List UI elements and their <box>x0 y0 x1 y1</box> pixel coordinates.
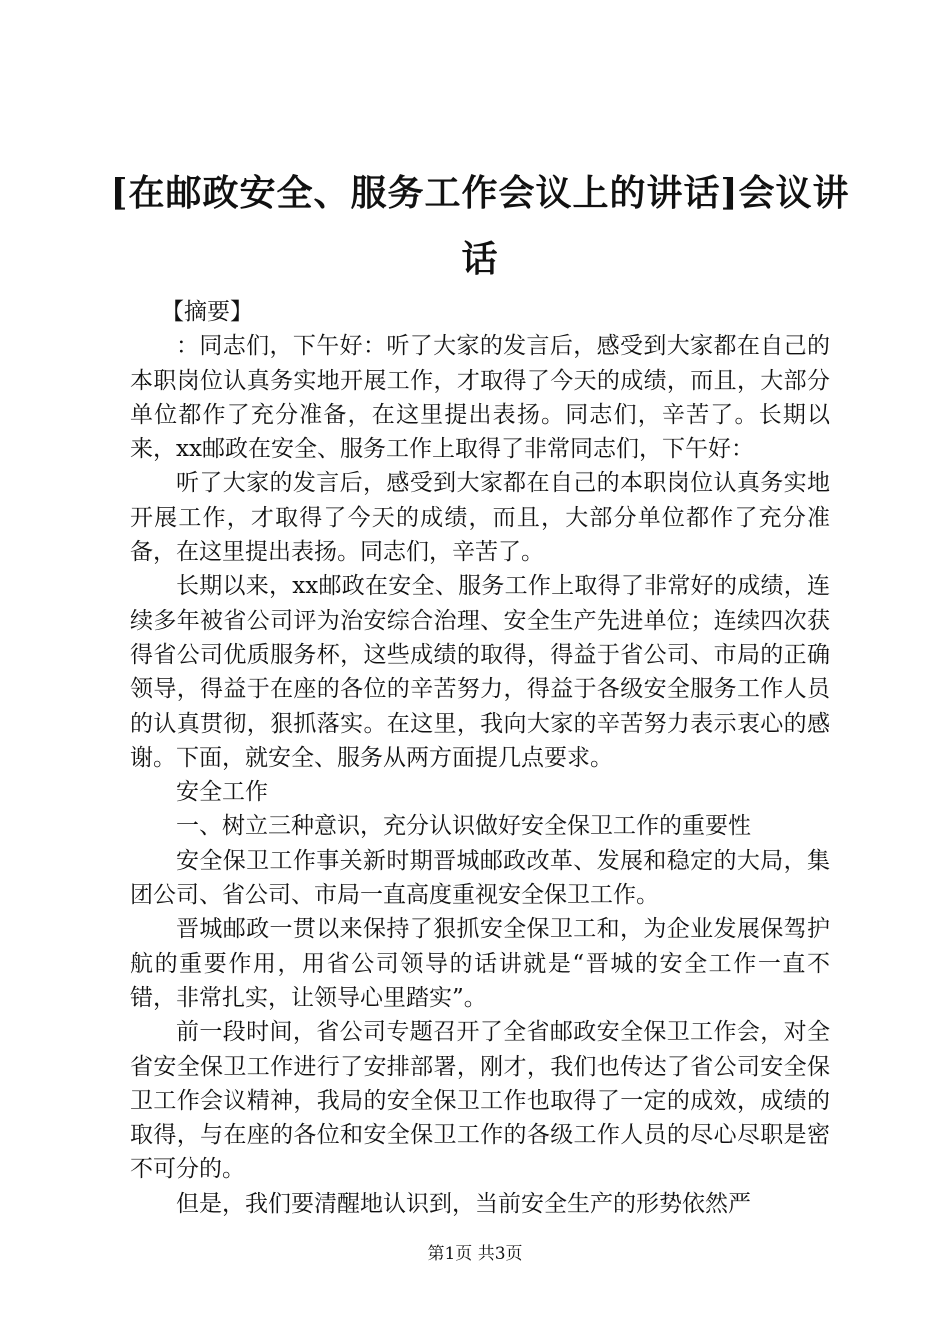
body-paragraph: 长期以来，xx邮政在安全、服务工作上取得了非常好的成绩，连续多年被省公司评为治安综合治理、安全生产先进单位；连续四次获得省公司优质服务杯，这些成绩的取得，得益于省公司、市局的正确领导，得益于在座的各位的辛苦努力，得益于各级安全服务工作人员的认真贯彻，狠抓落实。在这里，我向大家的辛苦努力表示衷心的感谢。下面，就安全、服务从两方面提几点要求。 <box>130 573 830 771</box>
document-title: [在邮政安全、服务工作会议上的讲话]会议讲话 <box>110 172 850 280</box>
body-paragraph: ：同志们，下午好：听了大家的发言后，感受到大家都在自己的本职岗位认真务实地开展工作，才取得了今天的成绩，而且，大部分单位都作了充分准备，在这里提出表扬。同志们，辛苦了。长期以来，xx邮政在安全、服务工作上取得了非常同志们，下午好： <box>130 333 830 463</box>
body-paragraph: 晋城邮政一贯以来保持了狠抓安全保卫工和，为企业发展保驾护航的重要作用，用省公司领导的话讲就是“晋城的安全工作一直不错，非常扎实，让领导心里踏实”。 <box>130 916 830 1011</box>
page-footer: 第1页 共3页 <box>427 1244 523 1264</box>
body-paragraph: 安全保卫工作事关新时期晋城邮政改革、发展和稳定的大局，集团公司、省公司、市局一直高度重视安全保卫工作。 <box>130 847 830 909</box>
subsection-heading: 一、树立三种意识，充分认识做好安全保卫工作的重要性 <box>176 813 751 840</box>
section-heading: 安全工作 <box>176 779 268 806</box>
body-paragraph: 但是，我们要清醒地认识到，当前安全生产的形势依然严 <box>176 1190 751 1217</box>
document-body <box>130 295 830 1221</box>
body-paragraph: 听了大家的发言后，感受到大家都在自己的本职岗位认真务实地开展工作，才取得了今天的成绩，而且，大部分单位都作了充分准备，在这里提出表扬。同志们，辛苦了。 <box>130 470 830 566</box>
body-paragraph: 前一段时间，省公司专题召开了全省邮政安全保卫工作会，对全省安全保卫工作进行了安排部署，刚才，我们也传达了省公司安全保卫工作会议精神，我局的安全保卫工作也取得了一定的成效，成绩的取得，与在座的各位和安全保卫工作的各级工作人员的尽心尽职是密不可分的。 <box>130 1019 830 1183</box>
abstract-heading: 【摘要】 <box>161 299 254 325</box>
